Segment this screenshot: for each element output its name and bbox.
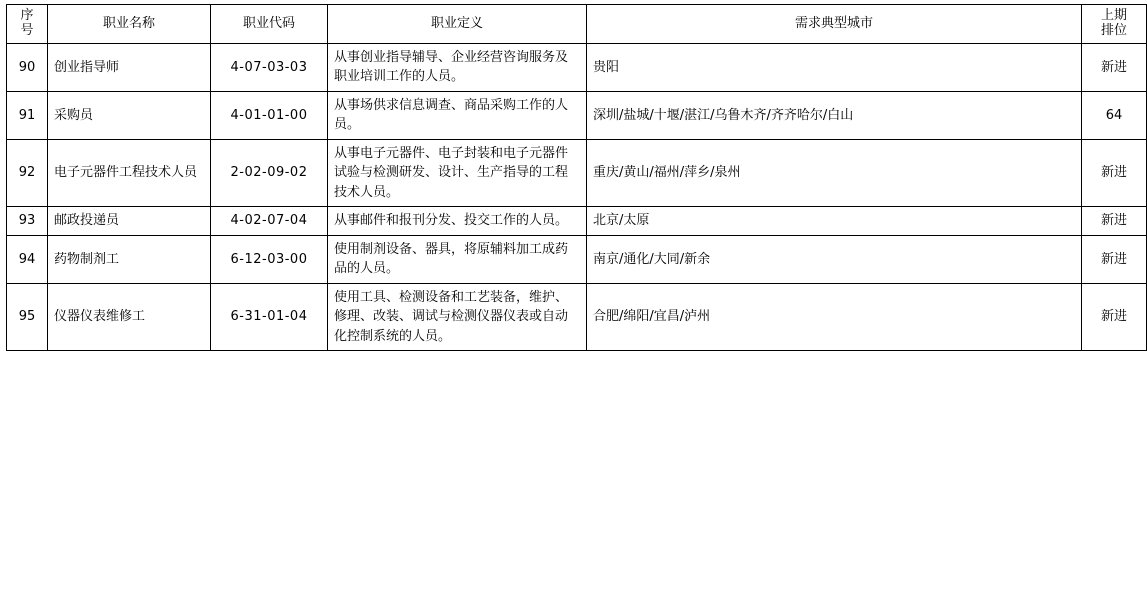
column-header-demand-cities: 需求典型城市 [587, 5, 1082, 44]
table-row [7, 235, 1147, 283]
cell-demand-cities: 贵阳 [587, 43, 1082, 91]
column-header-definition: 职业定义 [328, 5, 587, 44]
cell-sequence: 92 [7, 139, 48, 207]
cell-previous-rank: 新进 [1082, 283, 1147, 351]
cell-occupation-name: 药物制剂工 [48, 235, 211, 283]
cell-occupation-name: 仪器仪表维修工 [48, 283, 211, 351]
column-header-sequence-line2: 号 [20, 22, 34, 38]
cell-occupation-name: 邮政投递员 [48, 207, 211, 236]
table-row [7, 283, 1147, 351]
column-header-previous-rank [1082, 5, 1147, 44]
table-header [7, 5, 1147, 44]
document-page [0, 4, 1127, 604]
occupation-table [6, 4, 1147, 351]
cell-definition: 从事邮件和报刊分发、投交工作的人员。 [328, 207, 587, 236]
cell-occupation-code: 6-12-03-00 [211, 235, 328, 283]
cell-previous-rank: 新进 [1082, 207, 1147, 236]
cell-definition: 从事创业指导辅导、企业经营咨询服务及职业培训工作的人员。 [328, 43, 587, 91]
cell-occupation-name: 采购员 [48, 91, 211, 139]
cell-occupation-name: 电子元器件工程技术人员 [48, 139, 211, 207]
cell-sequence: 93 [7, 207, 48, 236]
column-header-previous-rank-line1: 上期 [1100, 8, 1127, 23]
cell-sequence: 95 [7, 283, 48, 351]
table-row [7, 207, 1147, 236]
cell-occupation-code: 6-31-01-04 [211, 283, 328, 351]
cell-sequence: 94 [7, 235, 48, 283]
cell-sequence: 90 [7, 43, 48, 91]
column-header-previous-rank-line2: 排位 [1100, 22, 1127, 38]
table-row [7, 91, 1147, 139]
cell-previous-rank: 新进 [1082, 43, 1147, 91]
cell-occupation-code: 4-02-07-04 [211, 207, 328, 236]
cell-demand-cities: 合肥/绵阳/宜昌/泸州 [587, 283, 1082, 351]
table-row [7, 139, 1147, 207]
cell-previous-rank: 64 [1082, 91, 1147, 139]
cell-definition: 从事场供求信息调查、商品采购工作的人员。 [328, 91, 587, 139]
table-header-row [7, 5, 1147, 44]
column-header-sequence [7, 5, 48, 44]
cell-demand-cities: 北京/太原 [587, 207, 1082, 236]
cell-definition: 从事电子元器件、电子封装和电子元器件试验与检测研发、设计、生产指导的工程技术人员。 [328, 139, 587, 207]
cell-sequence: 91 [7, 91, 48, 139]
cell-occupation-code: 2-02-09-02 [211, 139, 328, 207]
cell-previous-rank: 新进 [1082, 139, 1147, 207]
cell-definition: 使用工具、检测设备和工艺装备，维护、修理、改装、调试与检测仪器仪表或自动化控制系统的人员。 [328, 283, 587, 351]
cell-occupation-name: 创业指导师 [48, 43, 211, 91]
column-header-occupation-code: 职业代码 [211, 5, 328, 44]
cell-demand-cities: 重庆/黄山/福州/萍乡/泉州 [587, 139, 1082, 207]
cell-previous-rank: 新进 [1082, 235, 1147, 283]
cell-definition: 使用制剂设备、器具，将原辅料加工成药品的人员。 [328, 235, 587, 283]
cell-occupation-code: 4-01-01-00 [211, 91, 328, 139]
cell-demand-cities: 深圳/盐城/十堰/湛江/乌鲁木齐/齐齐哈尔/白山 [587, 91, 1082, 139]
cell-demand-cities: 南京/通化/大同/新余 [587, 235, 1082, 283]
column-header-sequence-line1: 序 [20, 8, 34, 23]
cell-occupation-code: 4-07-03-03 [211, 43, 328, 91]
table-body [7, 43, 1147, 351]
column-header-occupation-name: 职业名称 [48, 5, 211, 44]
table-row [7, 43, 1147, 91]
